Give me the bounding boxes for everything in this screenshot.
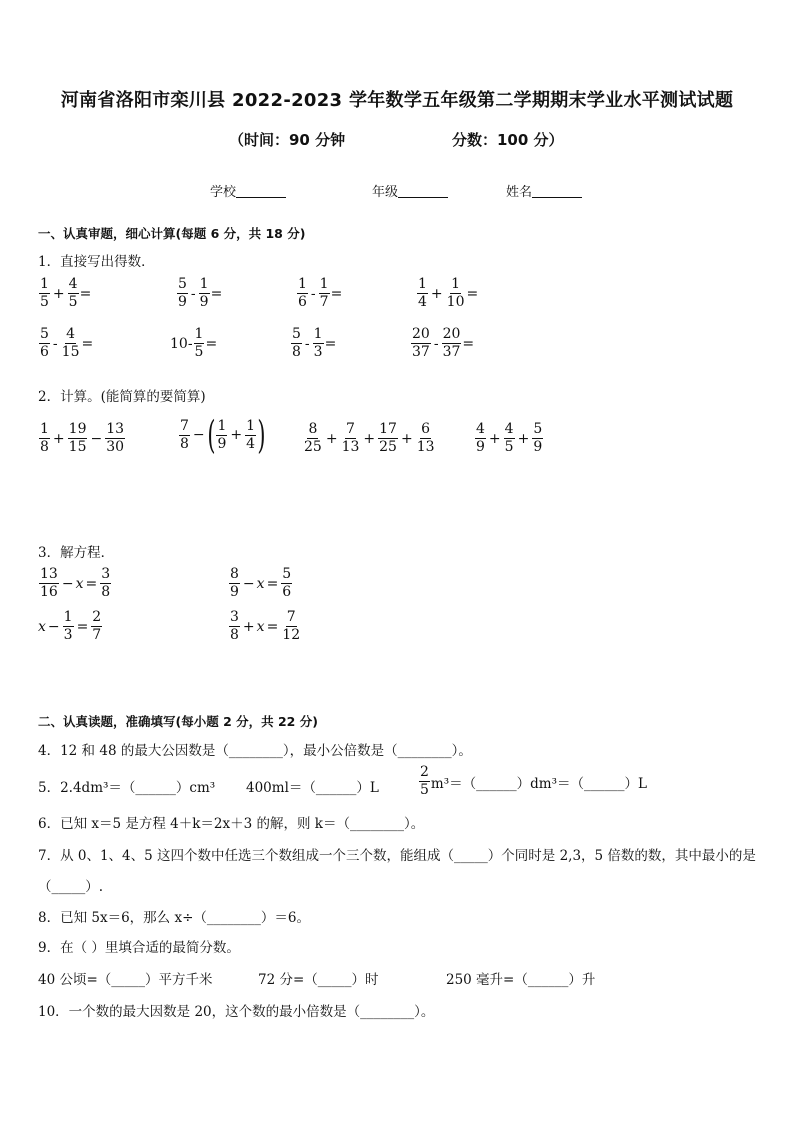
- expr-1h: 20 37 - $\frac{20}{37}$ =: [412, 326, 475, 360]
- section-1-heading: 一、认真审题，细心计算(每题 6 分，共 18 分): [38, 226, 306, 241]
- question-8: 8．已知 5x＝6，那么 x÷（________）＝6。: [38, 910, 310, 926]
- question-9: 9．在（ ）里填合适的最简分数。: [38, 940, 240, 956]
- expr-1c: 1 6 - $\frac{1}{7}$ =: [298, 276, 343, 310]
- left-paren: (: [206, 413, 216, 457]
- expr-1d: 1 4 + $\frac{1}{10}$ =: [418, 276, 479, 310]
- question-9c: 250 毫升=（______）升: [446, 972, 596, 988]
- page-title: 河南省洛阳市栾川县 2022-2023 学年数学五年级第二学期期末学业水平测试试题: [60, 90, 734, 111]
- question-7-line1: 7．从 0、1、4、5 这四个数中任选三个数组成一个三个数，能组成（_____）个同时是 2,3，5 倍数的数，其中最小的是: [38, 848, 756, 864]
- expr-1e: 5 6 - $\frac{4}{15}$ =: [40, 326, 94, 360]
- expr-2a: 1 8 + $\frac{19}{15}$ − $\frac{13}{30}$: [40, 421, 125, 455]
- question-5b: 400ml＝（______）L: [246, 780, 379, 796]
- section-2-heading: 二、认真读题，准确填写(每小题 2 分，共 22 分): [38, 714, 318, 729]
- question-4: 4．12 和 48 的最大公因数是（________），最小公倍数是（________）。: [38, 743, 472, 759]
- exam-time: （时间：90 分钟: [229, 131, 346, 149]
- expr-1f: 10- $\frac{1}{5}$ =: [170, 326, 218, 360]
- name-label: 姓名: [506, 185, 533, 200]
- question-5a: 5．2.4dm³＝（______）cm³: [38, 780, 216, 796]
- school-field[interactable]: [210, 181, 286, 200]
- question-7-line2: （_____）.: [38, 879, 104, 895]
- question-6: 6．已知 x＝5 是方程 4＋k＝2x＋3 的解，则 k＝（________）。: [38, 816, 425, 832]
- expr-1b: 5 9 - $\frac{1}{9}$ =: [178, 276, 223, 310]
- equation-3a: 13 16 − x = $\frac{3}{8}$: [40, 566, 111, 600]
- question-1: 1．直接写出得数．: [38, 254, 155, 270]
- equation-3b: 8 9 − x = $\frac{5}{6}$: [230, 566, 292, 600]
- expr-2b: 7 8 − ( 1 9 + $\frac{1}{4}$ ): [180, 413, 266, 457]
- question-9b: 72 分=（_____）时: [258, 972, 379, 988]
- expr-2d: 4 9 + $\frac{4}{5}$ + $\frac{5}{9}$: [476, 421, 543, 455]
- grade-label: 年级: [372, 185, 399, 200]
- equation-3d: 3 8 + x = $\frac{7}{12}$: [230, 609, 301, 643]
- question-5c: 2 5 m³＝（______）dm³＝（______）L: [420, 764, 647, 798]
- expr-1a: 1 5 + $\frac{4}{5}$ =: [40, 276, 92, 310]
- question-3: 3．解方程．: [38, 545, 115, 561]
- question-10: 10．一个数的最大因数是 20，这个数的最小倍数是（________）。: [38, 1004, 435, 1020]
- right-paren: ): [257, 413, 266, 457]
- school-label: 学校: [210, 185, 237, 200]
- question-2: 2．计算。(能简算的要简算): [38, 389, 206, 405]
- question-9a: 40 公顷=（_____）平方千米: [38, 972, 213, 988]
- equation-3c: x − $\frac{1}{3}$ = $\frac{2}{7}$: [38, 609, 102, 643]
- grade-field[interactable]: [372, 181, 448, 200]
- expr-1g: 5 8 - $\frac{1}{3}$ =: [292, 326, 337, 360]
- exam-score: 分数：100 分）: [452, 131, 564, 149]
- expr-2c: 8 25 + $\frac{7}{13}$ + $\frac{17}{25}$ + $\frac{6}{13}$: [304, 421, 435, 455]
- name-field[interactable]: [506, 181, 582, 200]
